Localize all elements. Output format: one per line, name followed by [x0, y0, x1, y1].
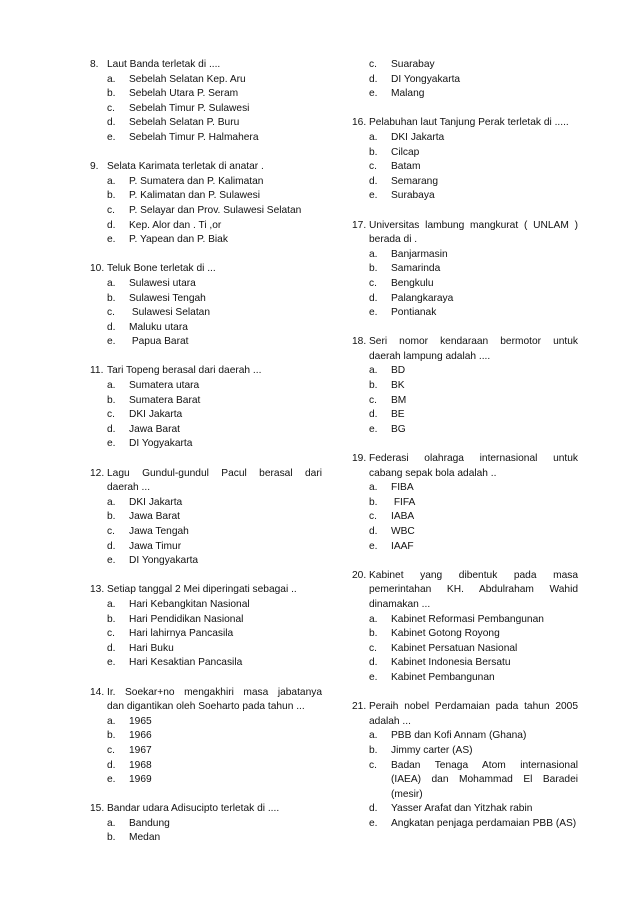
option-c [352, 394, 578, 409]
option-d [352, 292, 578, 307]
option-letter: a. [107, 598, 116, 610]
option-letter: e. [369, 423, 378, 435]
option-a [352, 613, 578, 628]
option-letter: a. [107, 175, 116, 187]
question-20 [352, 569, 578, 686]
option-letter: c. [369, 394, 377, 406]
option-text: Banjarmasin [391, 248, 448, 260]
option-b [90, 510, 322, 525]
question-13 [90, 583, 322, 671]
option-letter: e. [107, 555, 116, 567]
option-a [90, 379, 322, 394]
option-letter: c. [107, 628, 115, 640]
option-letter: d. [107, 642, 116, 654]
question-text-continued: adalah ... [369, 715, 411, 727]
question-text: Selata Karimata terletak di anatar . [107, 161, 264, 173]
option-text: Yasser Arafat dan Yitzhak rabin [391, 803, 533, 815]
option-text: Jawa Barat [129, 511, 180, 523]
option-letter: b. [369, 146, 378, 158]
option-text: P. Yapean dan P. Biak [129, 234, 228, 246]
question-text: Laut Banda terletak di .... [107, 59, 221, 70]
question-number: 8. [90, 59, 99, 70]
option-letter: a. [369, 131, 378, 143]
option-letter: e. [107, 657, 116, 669]
option-a [352, 481, 578, 496]
option-text: Sebelah Selatan Kep. Aru [129, 73, 246, 85]
option-letter: b. [107, 88, 116, 100]
question-number: 11. [90, 365, 104, 377]
question-8 [90, 58, 322, 146]
option-letter: a. [107, 277, 116, 289]
option-text: DKI Jakarta [129, 409, 183, 421]
option-c [90, 306, 322, 321]
option-b [352, 744, 578, 759]
option-d [352, 525, 578, 540]
option-text: Jawa Timur [129, 540, 182, 552]
question-15-continued [352, 58, 578, 102]
option-a [352, 364, 578, 379]
option-letter: c. [107, 307, 115, 319]
option-text: Sumatera utara [129, 380, 200, 392]
option-b [90, 292, 322, 307]
option-text: Jawa Barat [129, 423, 180, 435]
option-letter: c. [369, 277, 377, 289]
option-e [352, 189, 578, 204]
question-text: Ir. Soekar+no mengakhiri masa jabatanya [107, 686, 322, 698]
option-a [352, 729, 578, 744]
option-letter: a. [107, 73, 116, 85]
question-16 [352, 116, 578, 204]
option-c [352, 277, 578, 292]
option-text: Jawa Tengah [129, 526, 189, 537]
option-letter: d. [107, 117, 116, 129]
option-letter: c. [107, 102, 115, 114]
option-e [352, 423, 578, 438]
option-a [352, 131, 578, 146]
option-letter: d. [107, 219, 116, 231]
option-text: Sebelah Utara P. Seram [129, 88, 239, 100]
option-e [352, 817, 578, 832]
option-letter: c. [369, 161, 377, 173]
option-letter: c. [369, 59, 377, 70]
option-d [90, 423, 322, 438]
question-text: Seri nomor kendaraan bermotor untuk [369, 336, 578, 348]
option-letter: e. [369, 88, 378, 100]
option-d [90, 642, 322, 657]
option-text: Bandung [129, 817, 170, 829]
option-c [352, 759, 578, 774]
option-text: BK [391, 380, 405, 392]
option-text: BE [391, 409, 405, 421]
option-text: Bengkulu [391, 277, 434, 289]
question-number: 9. [90, 161, 99, 173]
option-text: DKI Jakarta [391, 131, 445, 143]
option-b [90, 394, 322, 409]
option-letter: b. [107, 190, 116, 202]
option-letter: a. [107, 496, 116, 508]
option-letter: d. [369, 803, 378, 815]
option-c [90, 525, 322, 540]
option-letter: b. [107, 613, 116, 625]
option-text: 1967 [129, 744, 152, 756]
question-12 [90, 467, 322, 569]
option-text: Papua Barat [129, 336, 189, 348]
option-text: Sumatera Barat [129, 394, 201, 406]
option-text: Hari Kebangkitan Nasional [129, 598, 250, 610]
option-text: Sebelah Timur P. Sulawesi [129, 102, 250, 114]
option-letter: a. [369, 613, 378, 625]
option-letter: b. [369, 263, 378, 275]
option-letter: e. [369, 307, 378, 319]
question-18 [352, 335, 578, 437]
option-letter: a. [369, 248, 378, 260]
option-text: Sebelah Timur P. Halmahera [129, 131, 259, 143]
option-a [352, 248, 578, 263]
option-text: 1966 [129, 730, 152, 742]
option-text: Medan [129, 832, 161, 844]
question-number: 21. [352, 701, 367, 713]
option-e [352, 671, 578, 686]
option-letter: b. [107, 292, 116, 304]
option-b [352, 262, 578, 277]
option-a [90, 817, 322, 832]
option-letter: c. [369, 511, 377, 523]
question-17 [352, 219, 578, 321]
option-e [90, 554, 322, 569]
option-text: FIFA [391, 496, 416, 508]
question-19 [352, 452, 578, 554]
option-letter: e. [107, 336, 116, 348]
option-d [90, 759, 322, 774]
question-number: 20. [352, 569, 367, 581]
option-d [352, 656, 578, 671]
option-letter: c. [369, 642, 377, 654]
question-text: Universitas lambung mangkurat ( UNLAM ) [369, 219, 578, 231]
option-a [90, 175, 322, 190]
option-letter: b. [107, 394, 116, 406]
option-text: Palangkaraya [391, 292, 454, 304]
option-letter: c. [107, 204, 115, 216]
option-text: Malang [391, 88, 425, 100]
option-c [352, 642, 578, 657]
option-text: Surabaya [391, 190, 435, 202]
option-b [90, 831, 322, 846]
option-text: Badan Tenaga Atom internasional [391, 759, 578, 771]
option-text: BD [391, 365, 406, 377]
question-number: 10. [90, 263, 105, 275]
option-text: DI Yongyakarta [391, 73, 461, 85]
option-c [352, 510, 578, 525]
question-number: 17. [352, 219, 367, 231]
question-text: Federasi olahraga internasional untuk [369, 453, 578, 465]
question-number: 13. [90, 584, 105, 596]
option-text: Hari Buku [129, 642, 174, 654]
option-text: Kabinet Persatuan Nasional [391, 642, 518, 654]
option-text-continued: (IAEA) dan Mohammad El Baradei [391, 774, 578, 786]
option-letter: c. [107, 409, 115, 421]
question-number: 16. [352, 117, 367, 129]
option-b [90, 189, 322, 204]
option-d [90, 116, 322, 131]
option-text: BM [391, 394, 407, 406]
question-text: Tari Topeng berasal dari daerah ... [107, 365, 262, 377]
option-b [352, 379, 578, 394]
question-text: Bandar udara Adisucipto terletak di .... [107, 803, 280, 815]
option-text: Kabinet Pembangunan [391, 671, 495, 683]
option-text: 1965 [129, 715, 152, 727]
option-text: BG [391, 423, 406, 435]
option-b [90, 613, 322, 628]
option-text-continued: (mesir) [391, 788, 423, 800]
option-d [90, 321, 322, 336]
option-letter: d. [369, 292, 378, 304]
question-text-continued: pemerintahan KH. Abdulraham Wahid [369, 584, 578, 596]
option-b [90, 87, 322, 102]
option-text: Kep. Alor dan . Ti ,or [129, 219, 222, 231]
option-letter: e. [107, 131, 116, 143]
option-letter: e. [107, 438, 116, 450]
option-text: Kabinet Indonesia Bersatu [391, 657, 511, 669]
question-text: Lagu Gundul-gundul Pacul berasal dari [107, 467, 322, 479]
question-text: Teluk Bone terletak di ... [107, 263, 216, 275]
question-11 [90, 364, 322, 452]
question-text-continued: cabang sepak bola adalah .. [369, 467, 497, 479]
option-letter: d. [107, 759, 116, 771]
option-letter: e. [107, 774, 116, 786]
option-text: IAAF [391, 540, 414, 552]
option-letter: a. [369, 730, 378, 742]
question-14 [90, 686, 322, 788]
option-letter: d. [107, 540, 116, 552]
option-d [352, 408, 578, 423]
right-column [352, 58, 578, 846]
option-text: PBB dan Kofi Annam (Ghana) [391, 730, 527, 742]
question-text-continued: dinamakan ... [369, 598, 431, 610]
option-d [352, 175, 578, 190]
option-letter: e. [369, 671, 378, 683]
option-e [352, 306, 578, 321]
option-a [90, 496, 322, 511]
option-c [90, 102, 322, 117]
option-b [90, 729, 322, 744]
option-letter: d. [369, 73, 378, 85]
option-text: Sulawesi utara [129, 277, 196, 289]
option-text: Hari Pendidikan Nasional [129, 613, 244, 625]
question-text: Pelabuhan laut Tanjung Perak terletak di ..... [369, 117, 569, 129]
option-letter: c. [107, 744, 115, 756]
option-e [90, 437, 322, 452]
question-10 [90, 262, 322, 350]
question-text: Kabinet yang dibentuk pada masa [369, 569, 578, 581]
question-text: Peraih nobel Perdamaian pada tahun 2005 [369, 701, 578, 713]
option-text: Suarabay [391, 59, 435, 70]
option-c [90, 744, 322, 759]
option-letter: b. [107, 832, 116, 844]
option-e [90, 773, 322, 788]
option-text: Batam [391, 161, 421, 173]
question-number: 14. [90, 686, 105, 698]
option-a [90, 73, 322, 88]
question-9 [90, 160, 322, 248]
question-number: 18. [352, 336, 367, 348]
option-text: Sebelah Selatan P. Buru [129, 117, 240, 129]
option-d [90, 219, 322, 234]
option-text: DI Yogyakarta [129, 438, 193, 450]
option-d [90, 540, 322, 555]
option-letter: d. [369, 409, 378, 421]
question-number: 12. [90, 467, 105, 479]
option-letter: d. [369, 526, 378, 537]
option-letter: e. [369, 540, 378, 552]
option-letter: c. [107, 526, 115, 537]
question-number: 19. [352, 453, 367, 465]
option-c [90, 627, 322, 642]
option-c [90, 204, 322, 219]
option-letter: b. [369, 380, 378, 392]
option-text: DKI Jakarta [129, 496, 183, 508]
option-letter: b. [369, 496, 378, 508]
option-letter: c. [369, 759, 377, 771]
option-text: DI Yongyakarta [129, 555, 199, 567]
option-text: 1968 [129, 759, 152, 771]
option-letter: b. [107, 730, 116, 742]
option-c [90, 408, 322, 423]
option-letter: e. [369, 190, 378, 202]
left-column [90, 58, 322, 861]
option-text: Hari lahirnya Pancasila [129, 628, 234, 640]
option-text: Kabinet Reformasi Pembangunan [391, 613, 544, 625]
question-text-continued: daerah ... [107, 482, 151, 494]
option-letter: a. [107, 715, 116, 727]
option-a [90, 598, 322, 613]
question-text-continued: berada di . [369, 234, 418, 246]
option-letter: d. [369, 657, 378, 669]
option-e [90, 233, 322, 248]
option-letter: a. [107, 817, 116, 829]
option-letter: b. [107, 511, 116, 523]
option-letter: e. [369, 817, 378, 829]
option-text: Pontianak [391, 307, 437, 319]
option-text: P. Sumatera dan P. Kalimatan [129, 175, 264, 187]
option-b [352, 146, 578, 161]
option-text: 1969 [129, 774, 152, 786]
option-c [352, 160, 578, 175]
option-c [352, 58, 578, 73]
option-text: P. Kalimatan dan P. Sulawesi [129, 190, 261, 202]
option-b [352, 496, 578, 511]
option-e [352, 540, 578, 555]
option-text: Semarang [391, 175, 439, 187]
option-text: WBC [391, 526, 415, 537]
option-e [90, 335, 322, 350]
question-text-continued: dan digantikan oleh Soeharto pada tahun ... [107, 701, 305, 713]
option-text: Samarinda [391, 263, 441, 275]
option-letter: a. [107, 380, 116, 392]
option-e [352, 87, 578, 102]
option-letter: d. [107, 423, 116, 435]
question-21 [352, 700, 578, 831]
option-letter: d. [369, 175, 378, 187]
option-a [90, 277, 322, 292]
option-letter: b. [369, 744, 378, 756]
option-b [352, 627, 578, 642]
option-text: FIBA [391, 482, 414, 494]
option-letter: e. [107, 234, 116, 246]
question-15 [90, 802, 322, 846]
option-letter: b. [369, 628, 378, 640]
question-text-continued: daerah lampung adalah .... [369, 350, 491, 362]
option-text: P. Selayar dan Prov. Sulawesi Selatan [129, 204, 302, 216]
option-d [352, 73, 578, 88]
option-e [90, 131, 322, 146]
option-text: Maluku utara [129, 321, 188, 333]
option-letter: a. [369, 482, 378, 494]
option-text: Sulawesi Tengah [129, 292, 206, 304]
option-letter: a. [369, 365, 378, 377]
option-text: Angkatan penjaga perdamaian PBB (AS) [391, 817, 577, 829]
option-text: Jimmy carter (AS) [391, 744, 473, 756]
option-text: Cilcap [391, 146, 420, 158]
option-a [90, 715, 322, 730]
option-text: Hari Kesaktian Pancasila [129, 657, 243, 669]
option-e [90, 656, 322, 671]
option-letter: d. [107, 321, 116, 333]
question-text: Setiap tanggal 2 Mei diperingati sebagai .. [107, 584, 297, 596]
option-text: Sulawesi Selatan [129, 307, 210, 319]
option-text: IABA [391, 511, 415, 523]
option-text: Kabinet Gotong Royong [391, 628, 500, 640]
question-number: 15. [90, 803, 105, 815]
option-d [352, 802, 578, 817]
